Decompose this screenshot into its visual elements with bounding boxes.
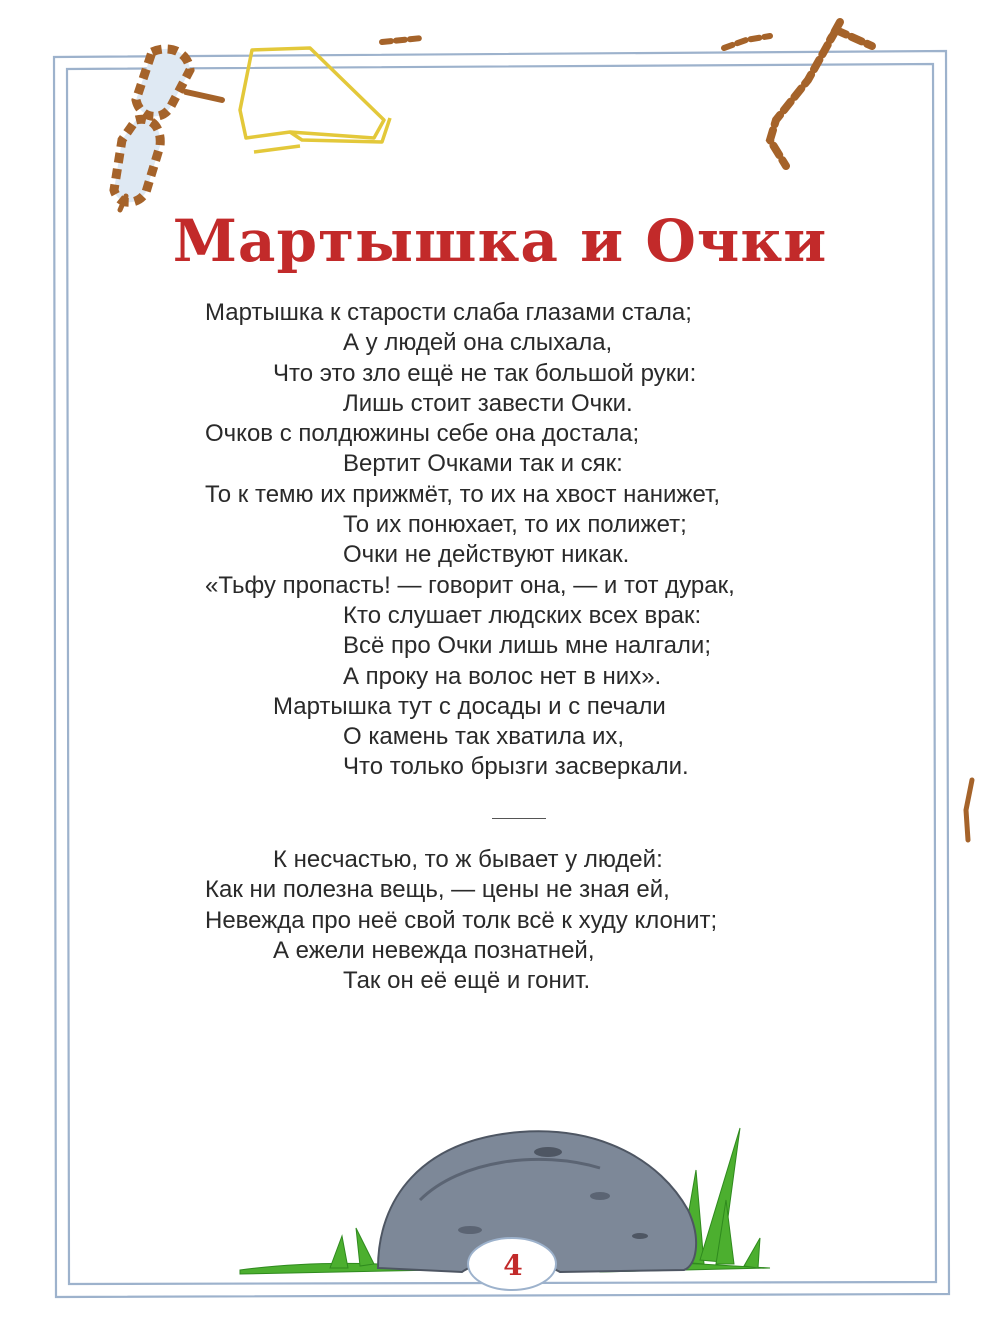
- page-title: Мартышка и Очки: [172, 207, 828, 275]
- poem-line: Как ни полезна вещь, — цены не зная ей,: [205, 876, 670, 904]
- poem-line: Что только брызги засверкали.: [343, 753, 689, 781]
- poem-line: Вертит Очками так и сяк:: [343, 450, 623, 478]
- poem-line: Мартышка к старости слаба глазами стала;: [205, 299, 692, 326]
- poem-line: А проку на волос нет в них».: [343, 662, 662, 690]
- poem-line: Невежда про неё свой толк всё к худу клонит;: [205, 906, 718, 934]
- glasses-right-icon: [770, 22, 872, 166]
- poem-line: О камень так хватила их,: [343, 723, 625, 751]
- poem-line: Очков с полдюжины себе она достала;: [205, 420, 640, 448]
- glasses-temple-icon: [382, 36, 770, 48]
- moral-stanza: [0, 845, 1000, 996]
- poem-line: Так он её ещё и гонит.: [343, 967, 591, 995]
- poem-line: Мартышка тут с досады и с печали: [273, 692, 666, 720]
- poem-line: Всё про Очки лишь мне налгали;: [343, 632, 711, 660]
- glasses-left-icon: [114, 49, 222, 210]
- twig-icon: [966, 780, 972, 840]
- poem-line: То к темю их прижмёт, то их на хвост нанижет,: [205, 480, 721, 508]
- poem-line: То их понюхает, то их полижет;: [343, 511, 687, 539]
- stanza-divider: [492, 818, 546, 819]
- poem-line: Что это зло ещё не так большой руки:: [273, 359, 697, 387]
- poem-line: А ежели невежда познатней,: [273, 936, 595, 964]
- poem-line: А у людей она слыхала,: [343, 329, 613, 357]
- poem-line: Лишь стоит завести Очки.: [343, 389, 633, 417]
- poem-line: Кто слушает людских всех врак:: [343, 601, 702, 629]
- poem-line: К несчастью, то ж бывает у людей:: [273, 846, 663, 873]
- glasses-yellow-icon: [240, 48, 390, 152]
- poem-line: «Тьфу пропасть! — говорит она, — и тот дурак,: [205, 571, 735, 599]
- poem-stanza: [0, 298, 1000, 783]
- page-number: 4: [503, 1249, 523, 1282]
- poem-line: Очки не действуют никак.: [343, 541, 630, 569]
